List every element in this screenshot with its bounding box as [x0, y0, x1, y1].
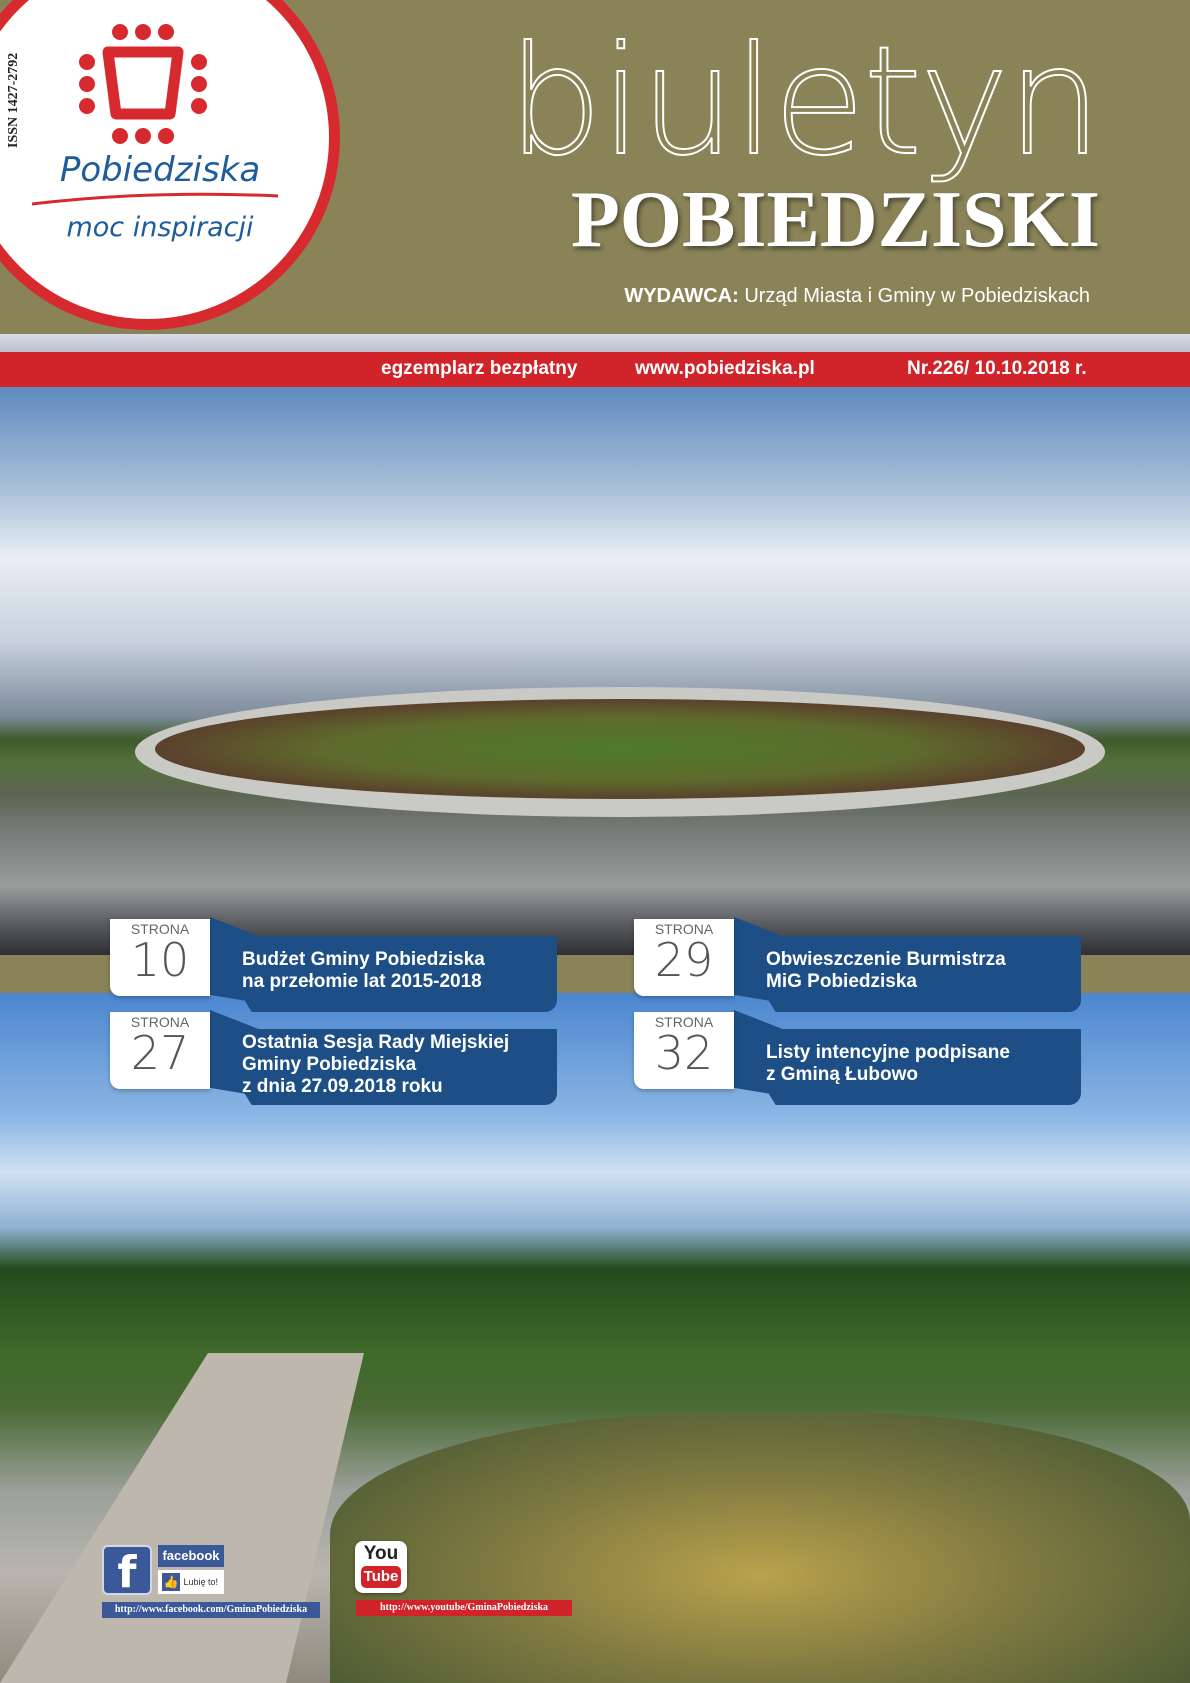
article-teaser[interactable] [634, 917, 1081, 1012]
facebook-like-button[interactable]: Lubię to! [158, 1570, 224, 1594]
page-number: 27 [130, 1026, 190, 1080]
article-title-line: z dnia 27.09.2018 roku [242, 1076, 443, 1097]
roundabout-photo [0, 387, 1190, 955]
page-number: 29 [654, 933, 714, 987]
page-number: 32 [654, 1026, 714, 1080]
logo-slogan: moc inspiracji [66, 212, 254, 243]
info-strip [0, 352, 1190, 387]
page-label: STRONA [130, 921, 190, 937]
article-teaser[interactable] [110, 1010, 557, 1105]
facebook-label[interactable]: facebook [158, 1545, 224, 1567]
publisher-line [560, 285, 1090, 308]
youtube-you-text: You [363, 1543, 399, 1564]
article-title-line: Ostatnia Sesja Rady Miejskiej [242, 1032, 510, 1053]
issue-number: Nr.226/ 10.10.2018 r. [907, 358, 1087, 379]
logo-name: Pobiedziska [59, 150, 261, 190]
title-pobiedziski: POBIEDZISKI [570, 176, 1100, 264]
article-title-line: MiG Pobiedziska [766, 971, 917, 992]
roundabout-planting [155, 699, 1085, 799]
publisher-value: Urząd Miasta i Gminy w Pobiedziskach [744, 285, 1090, 307]
article-teaser[interactable] [110, 917, 557, 1012]
article-teaser[interactable] [634, 1010, 1081, 1105]
article-title-line: Budżet Gminy Pobiedziska [242, 949, 485, 970]
website-link[interactable]: www.pobiedziska.pl [635, 358, 815, 379]
pobiedziska-logo-icon [78, 22, 208, 147]
youtube-url[interactable]: http://www.youtube/GminaPobiedziska [356, 1600, 572, 1616]
article-title [242, 1032, 542, 1098]
article-title-line: Obwieszczenie Burmistrza [766, 949, 1006, 970]
page-label: STRONA [654, 1014, 714, 1030]
article-title [766, 949, 1066, 993]
free-copy-label: egzemplarz bezpłatny [381, 358, 578, 379]
page-label: STRONA [130, 1014, 190, 1030]
ornamental-grass [330, 1413, 1190, 1683]
facebook-url[interactable]: http://www.facebook.com/GminaPobiedziska [102, 1602, 320, 1618]
thumbs-up-icon: 👍 [163, 1575, 179, 1589]
article-title-line: Gminy Pobiedziska [242, 1054, 417, 1075]
article-title-line: na przełomie lat 2015-2018 [242, 971, 482, 992]
article-title [766, 1042, 1066, 1086]
logo-swoosh [30, 188, 280, 208]
article-title [242, 949, 542, 993]
page-number: 10 [130, 933, 190, 987]
youtube-tube-text: Tube [361, 1566, 401, 1588]
page-label: STRONA [654, 921, 714, 937]
article-title-line: z Gminą Łubowo [766, 1064, 918, 1085]
silver-divider [0, 334, 1190, 352]
publisher-label: WYDAWCA: [624, 285, 739, 307]
title-biuletyn: biuletyn [507, 15, 1100, 189]
article-title-line: Listy intencyjne podpisane [766, 1042, 1010, 1063]
facebook-icon[interactable]: f [102, 1545, 152, 1595]
issn-number: ISSN 1427-2792 [6, 52, 21, 148]
